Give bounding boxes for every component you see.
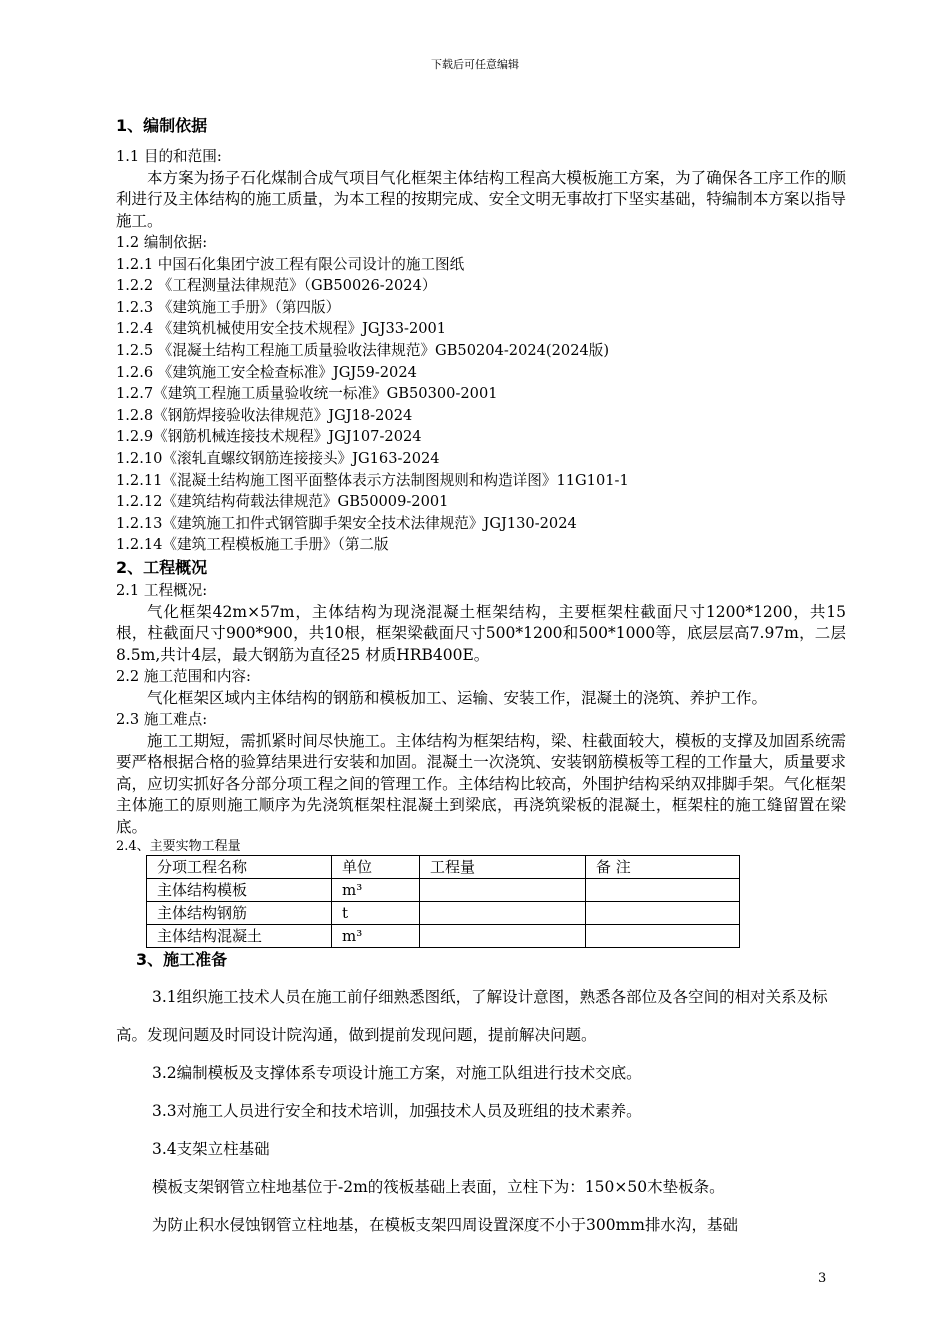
table-header-cell: 备 注	[586, 856, 740, 879]
table-header-cell: 分项工程名称	[147, 856, 332, 879]
table-row	[147, 879, 740, 902]
table-cell	[586, 902, 740, 925]
table-cell	[586, 925, 740, 948]
reference-item: 1.2.3 《建筑施工手册》（第四版）	[116, 298, 341, 316]
reference-item: 1.2.9《钢筋机械连接技术规程》JGJ107-2024	[116, 428, 422, 446]
table-cell: 主体结构混凝土	[147, 925, 332, 948]
quantities-table	[146, 855, 740, 948]
table-cell: m³	[332, 925, 420, 948]
section-1-2-title: 1.2 编制依据:	[116, 234, 208, 252]
section-1-1-title: 1.1 目的和范围:	[116, 148, 222, 165]
table-cell	[420, 902, 586, 925]
table-row	[147, 902, 740, 925]
section-3-2-paragraph: 3.2编制模板及支撑体系专项设计施工方案，对施工队组进行技术交底。	[152, 1064, 642, 1083]
table-header-row	[147, 856, 740, 879]
section-2-1-title: 2.1 工程概况:	[116, 582, 208, 599]
section-2-3-paragraph: 施工工期短，需抓紧时间尽快施工。主体结构为框架结构，梁、柱截面较大，模板的支撑及加固系统需要严格根据合格的验算结果进行安装和加固。混凝土一次浇筑、安装钢筋模板等工程的工作量大，质量要求高，应切实抓好各分部分项工程之间的管理工作。主体结构比较高，外围护结构采纳双排脚手架。气化框架主体施工的原则施工顺序为先浇筑框架柱混凝土到梁底，再浇筑梁板的混凝土，框架柱的施工缝留置在梁底。	[116, 731, 846, 836]
reference-item: 1.2.12《建筑结构荷载法律规范》GB50009-2001	[116, 493, 449, 511]
reference-item: 1.2.5 《混凝土结构工程施工质量验收法律规范》GB50204-2024(2024版)	[116, 342, 610, 360]
section-3-1-paragraph: 3.1组织施工技术人员在施工前仔细熟悉图纸，了解设计意图，熟悉各部位及各空间的相对关系及标高。发现问题及时同设计院沟通，做到提前发现问题，提前解决问题。	[116, 988, 828, 1045]
reference-item: 1.2.6 《建筑施工安全检查标准》JGJ59-2024	[116, 363, 417, 381]
reference-item: 1.2.8《钢筋焊接验收法律规范》JGJ18-2024	[116, 406, 413, 424]
table-cell	[420, 925, 586, 948]
page-number: 3	[818, 1271, 827, 1286]
page-header: 下载后可任意编辑	[431, 58, 519, 71]
reference-item: 1.2.11《混凝土结构施工图平面整体表示方法制图规则和构造详图》11G101-1	[116, 471, 629, 489]
reference-item: 1.2.2 《工程测量法律规范》（GB50026-2024）	[116, 277, 437, 295]
table-cell	[420, 879, 586, 902]
reference-item: 1.2.14《建筑工程模板施工手册》（第二版	[116, 536, 389, 554]
document-body	[116, 114, 846, 1244]
section-1-title: 1、编制依据	[116, 116, 208, 135]
reference-item: 1.2.4 《建筑机械使用安全技术规程》JGJ33-2001	[116, 320, 447, 338]
section-2-2-paragraph: 气化框架区域内主体结构的钢筋和模板加工、运输、安装工作，混凝土的浇筑、养护工作。	[147, 688, 768, 707]
section-3-4-paragraph: 模板支架钢管立柱地基位于-2m的筏板基础上表面，立柱下为：150×50木垫板条。	[152, 1178, 725, 1197]
table-cell: 主体结构钢筋	[147, 902, 332, 925]
table-row	[147, 925, 740, 948]
reference-item: 1.2.1 中国石化集团宁波工程有限公司设计的施工图纸	[116, 255, 465, 273]
section-2-2-title: 2.2 施工范围和内容:	[116, 668, 251, 686]
table-cell	[586, 879, 740, 902]
section-1-1-paragraph: 本方案为扬子石化煤制合成气项目气化框架主体结构工程高大模板施工方案，为了确保各工序工作的顺利进行及主体结构的施工质量，为本工程的按期完成、安全文明无事故打下坚实基础，特编制本方案以指导施工。	[116, 168, 846, 230]
table-header-cell: 单位	[332, 856, 420, 879]
section-2-3-title: 2.3 施工难点:	[116, 711, 208, 729]
reference-list	[116, 254, 846, 556]
section-3-4-title: 3.4支架立柱基础	[152, 1140, 270, 1159]
section-2-title: 2、工程概况	[116, 558, 208, 577]
table-header-cell: 工程量	[420, 856, 586, 879]
section-2-1-paragraph: 气化框架42m×57m，主体结构为现浇混凝土框架结构，主要框架柱截面尺寸1200*1200，共15根，柱截面尺寸900*900，共10根，框架梁截面尺寸500*1200和500*1000等，底层层高7.97m，二层8.5m,共计4层，最大钢筋为直径25 材质HRB400E。	[116, 602, 846, 664]
section-3-4-paragraph: 为防止积水侵蚀钢管立柱地基，在模板支架四周设置深度不小于300mm排水沟，基础	[152, 1216, 738, 1235]
table-cell: t	[332, 902, 420, 925]
reference-item: 1.2.10《滚轧直螺纹钢筋连接接头》JG163-2024	[116, 450, 440, 468]
table-cell: 主体结构模板	[147, 879, 332, 902]
reference-item: 1.2.13《建筑施工扣件式钢管脚手架安全技术法律规范》JGJ130-2024	[116, 514, 577, 532]
section-2-4-title: 2.4、主要实物工程量	[116, 839, 241, 855]
reference-item: 1.2.7《建筑工程施工质量验收统一标准》GB50300-2001	[116, 385, 498, 403]
section-3-title: 3、施工准备	[136, 950, 228, 970]
table-cell: m³	[332, 879, 420, 902]
section-3-3-paragraph: 3.3对施工人员进行安全和技术培训，加强技术人员及班组的技术素养。	[152, 1102, 642, 1121]
